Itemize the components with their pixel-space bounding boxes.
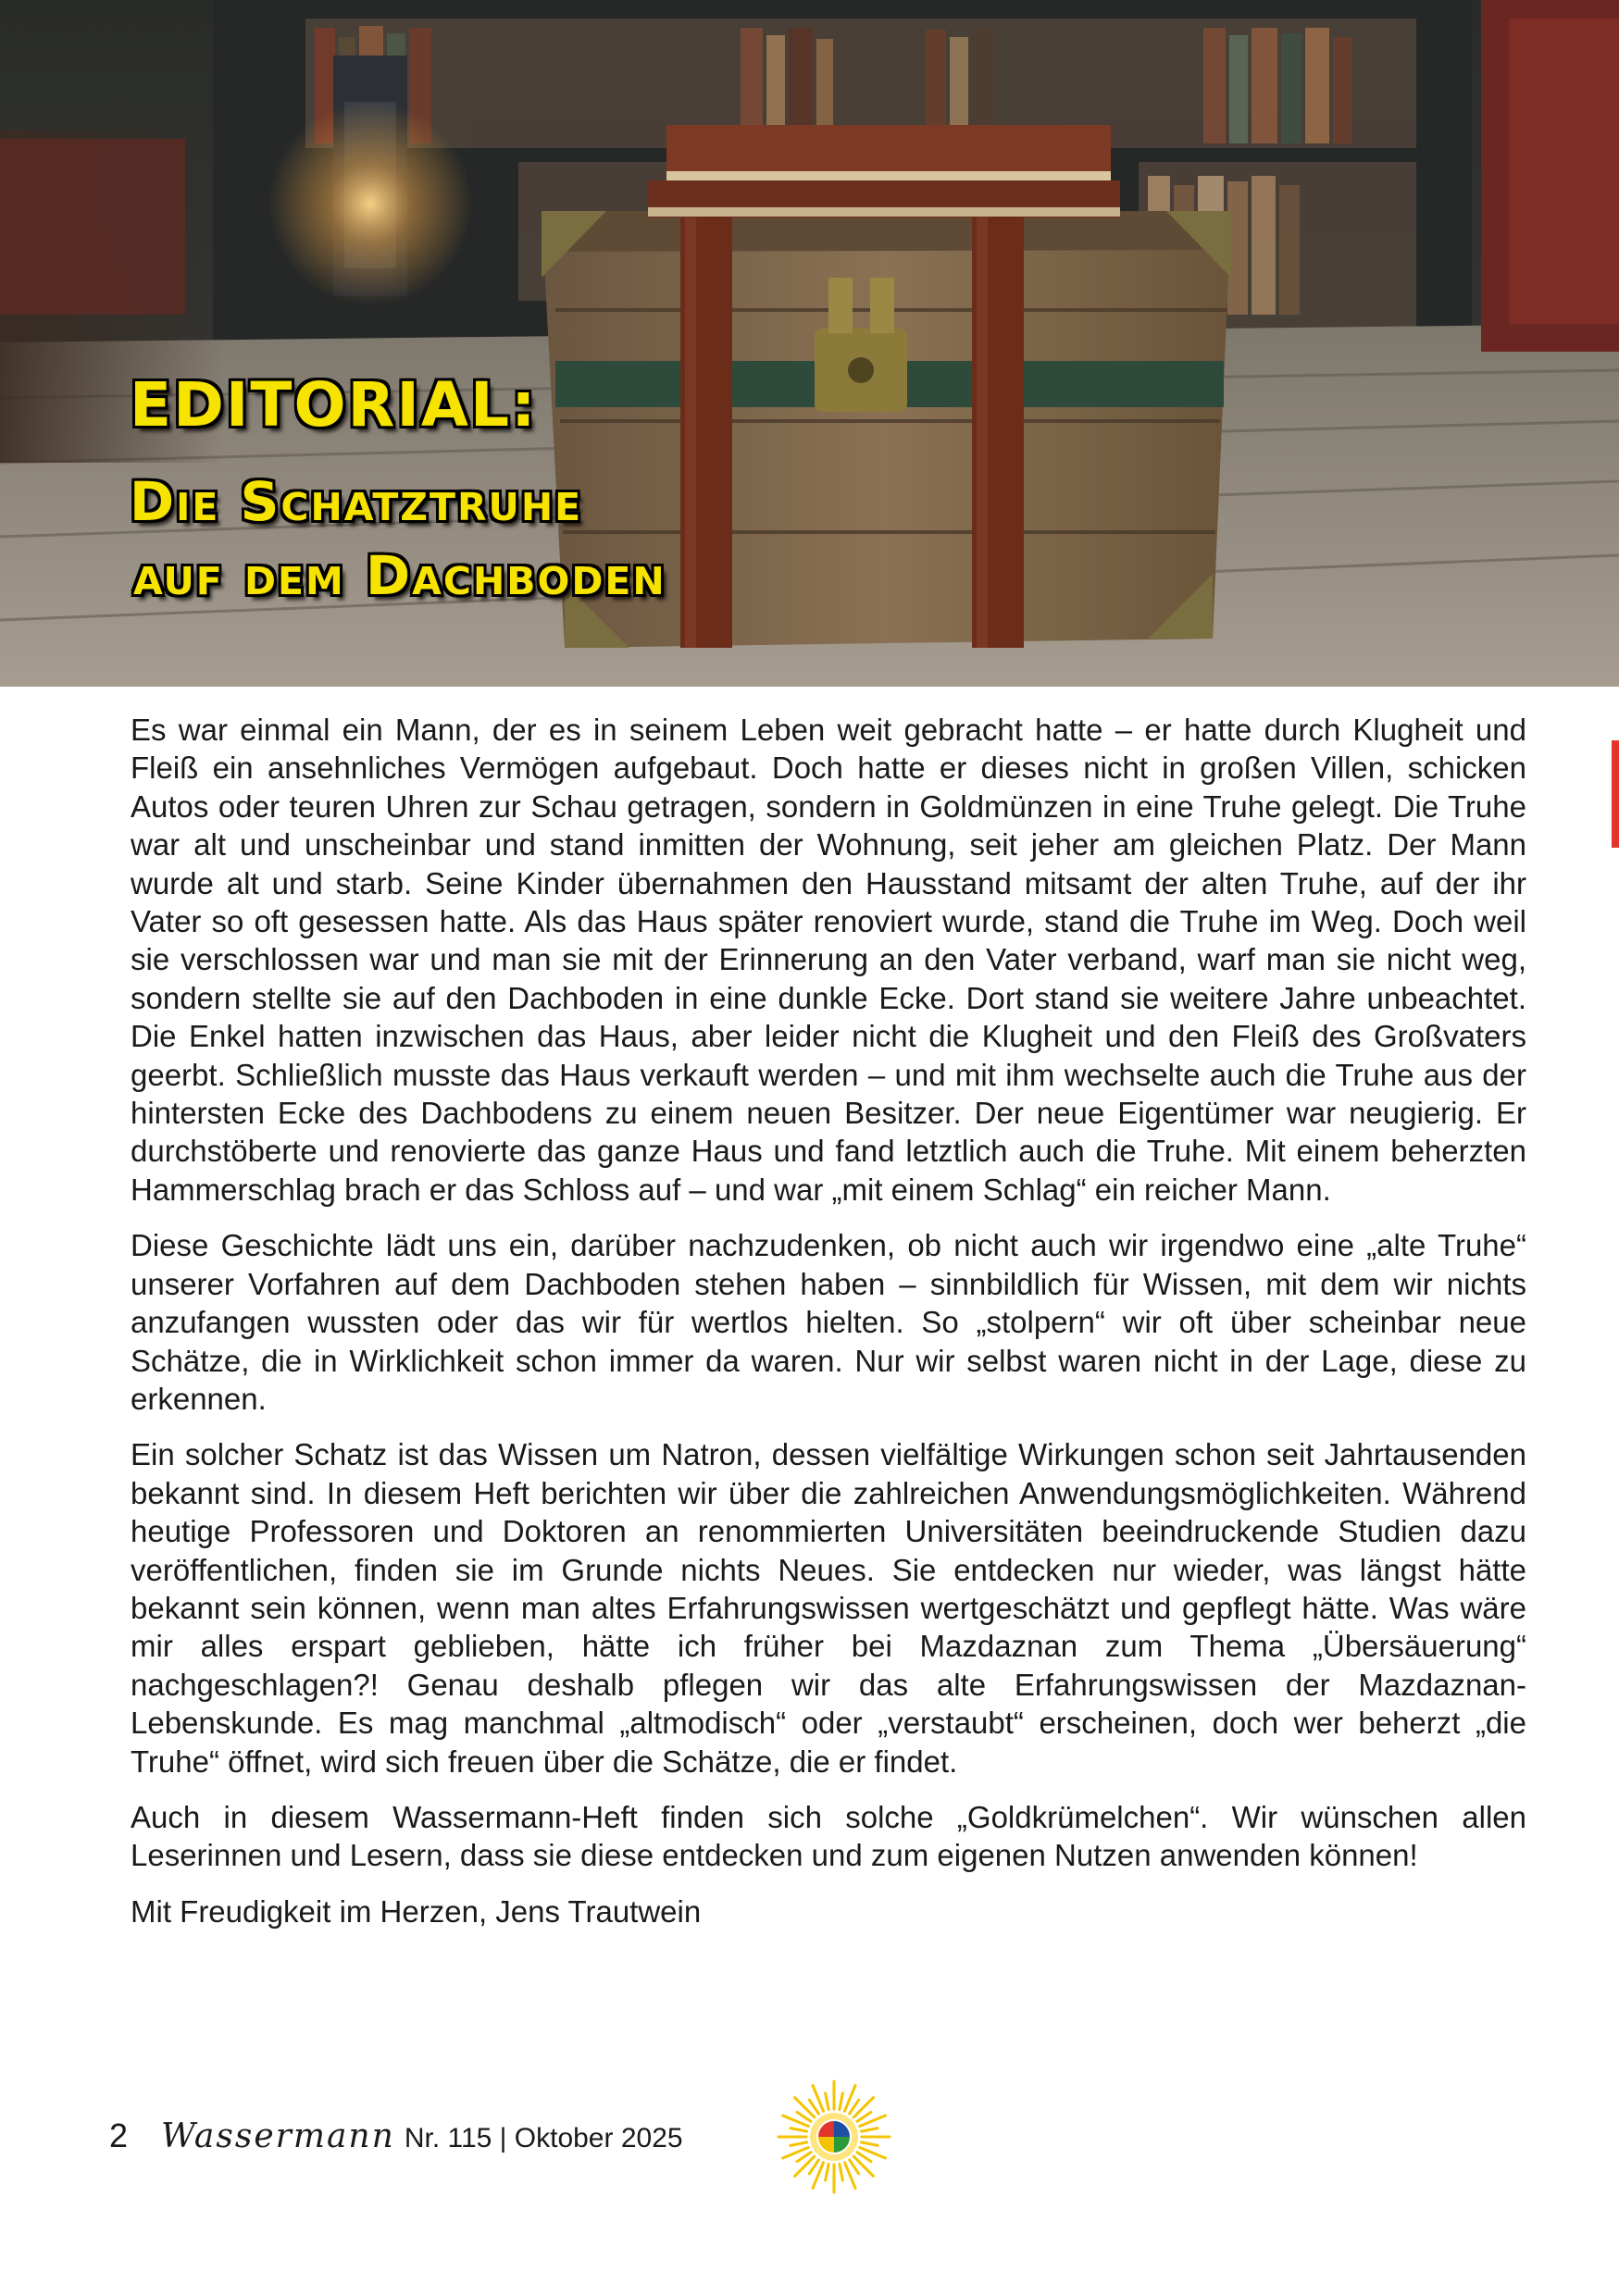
sun-ray (840, 2093, 843, 2110)
sun-emblem-icon (776, 2079, 892, 2195)
page-edge-mark (1612, 740, 1619, 848)
article-body (131, 711, 1526, 1948)
article-signature: Mit Freudigkeit im Herzen, Jens Trautwein (131, 1893, 702, 1929)
article-paragraph: Ein solcher Schatz ist das Wissen um Natron, dessen vielfältige Wirkungen schon seit Jahrtausenden bekannt sind. In diesem Heft berichten wir über die zahlreichen Anwendungsmöglichkeiten. Während heutige Professoren und Doktoren an renommierten Universitäten beeindruckende Studien dazu veröffentlichen, finden sie im Grunde nichts Neues. Sie entdecken nur wieder, was längst hätte bekannt sein können, wenn man altes Erfahrungswissen wertgeschätzt und gepflegt hätte. Was wäre mir alles erspart geblieben, hätte ich früher bei Mazdaznan zum Thema „Übersäuerung“ nachgeschlagen?! Genau deshalb pflegen wir das alte Erfahrungswissen der Mazdaznan-Lebenskunde. Es mag manchmal „altmodisch“ oder „verstaubt“ erscheinen, doch wer beherzt „die Truhe“ öffnet, wird sich freuen über die Schätze, die er findet. (131, 1437, 1526, 1779)
sun-ray (853, 2098, 873, 2117)
sun-ray (791, 2128, 807, 2132)
issue-info: Nr. 115 | Oktober 2025 (404, 2123, 683, 2153)
sun-ray (791, 2142, 807, 2146)
page-number: 2 (109, 2116, 129, 2154)
sun-ray (826, 2093, 829, 2110)
editorial-headline (130, 369, 666, 607)
article-paragraph: Es war einmal ein Mann, der es in seinem Leben weit gebracht hatte – er hatte durch Klugheit und Fleiß ein ansehnliches Vermögen aufgebaut. Doch hatte er dieses nicht in großen Villen, schicken Autos oder teuren Uhren zur Schau getragen, sondern in Goldmünzen in eine Truhe gelegt. Die Truhe war alt und unscheinbar und stand inmitten der Wohnung, seit jeher am gleichen Platz. Der Mann wurde alt und starb. Seine Kinder übernahmen den Hausstand mitsamt der alten Truhe, auf der ihr Vater so oft gesessen hatte. Als das Haus später renoviert wurde, stand die Truhe im Weg. Doch weil sie verschlossen war und man sie mit der Erinnerung an den Vater verband, warf man sie nicht weg, sondern stellte sie auf den Dachboden in eine dunkle Ecke. Dort stand sie weitere Jahre unbeachtet. Die Enkel hatten inzwischen das Haus, aber leider nicht die Klugheit und den Fleiß des Großvaters geerbt. Schließlich musste das Haus verkauft werden – und mit ihm wechselte auch die Truhe aus der hintersten Ecke des Dachbodens zu einem neuen Besitzer. Der neue Eigentümer war neugierig. Er durchstöberte und renovierte das ganze Haus und fand letztlich auch die Truhe. Mit einem beherzten Hammerschlag brach er das Schloss auf – und war „mit einem Schlag“ ein reicher Mann. (131, 713, 1526, 1207)
headline-title-line1: Die Schatztruhe (130, 470, 583, 533)
sun-ray (853, 2156, 873, 2176)
sun-ray (861, 2128, 878, 2132)
headline-title-line2: auf dem Dachboden (133, 544, 666, 607)
sun-ray (826, 2164, 829, 2180)
page-footer (109, 2116, 683, 2163)
sun-ray (840, 2164, 843, 2180)
article-paragraph: Diese Geschichte lädt uns ein, darüber nachzudenken, ob nicht auch wir irgendwo eine „alte Truhe“ unserer Vorfahren auf dem Dachboden stehen haben – sinnbildlich für Wissen, mit dem wir nichts anzufangen wussten oder das wir für wertlos hielten. So „stolpern“ wir oft über scheinbar neue Schätze, die in Wirklichkeit schon immer da waren. Nur wir selbst waren nicht in der Lage, diese zu erkennen. (131, 1228, 1526, 1416)
magazine-name: Wassermann (161, 2117, 395, 2155)
sun-ray (795, 2098, 815, 2117)
hero-image (0, 0, 1619, 687)
sun-ray (861, 2142, 878, 2146)
sun-ray (795, 2156, 815, 2176)
article-paragraph: Auch in diesem Wassermann-Heft finden sich solche „Goldkrümelchen“. Wir wünschen allen Leserinnen und Lesern, dass sie diese entdecken und zum eigenen Nutzen anwenden können! (131, 1799, 1526, 1873)
headline-kicker: EDITORIAL: (130, 369, 538, 441)
